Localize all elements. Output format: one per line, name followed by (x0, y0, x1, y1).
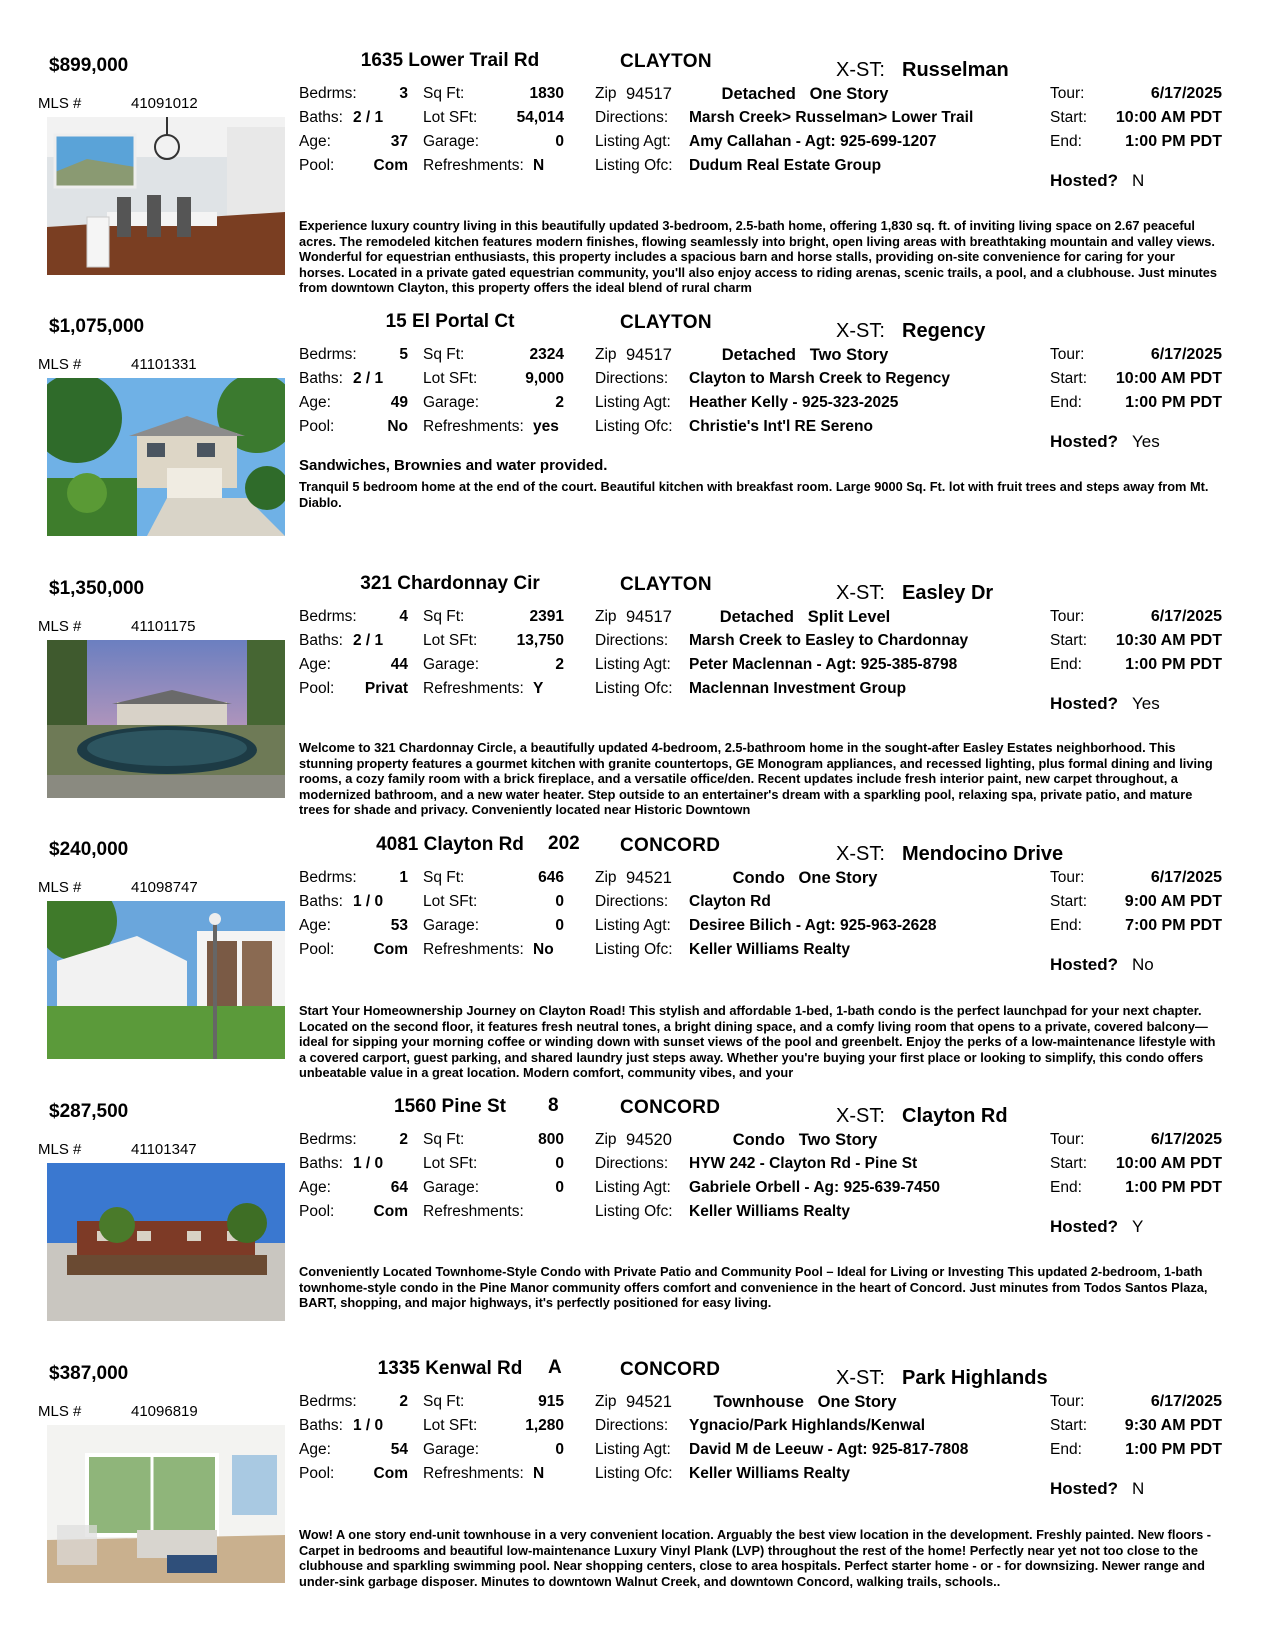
refreshments-value: N (533, 157, 545, 174)
garage-value: 0 (555, 1179, 564, 1196)
listing-address: 15 El Portal Ct (385, 311, 515, 332)
tour-label: Tour: (1050, 869, 1085, 886)
sqft-label: Sq Ft: (423, 1393, 465, 1410)
garage-label: Garage: (423, 1441, 480, 1458)
cross-street-value: Mendocino Drive (902, 843, 1064, 865)
start-label: Start: (1050, 109, 1088, 126)
start-label: Start: (1050, 632, 1088, 649)
pool-value: Com (373, 1203, 408, 1220)
end-time: 7:00 PM PDT (1125, 917, 1222, 934)
pool-value: No (387, 418, 408, 435)
baths-label: Baths: (299, 632, 343, 649)
refreshments-value: yes (533, 418, 559, 435)
listing-card (0, 1355, 1275, 1617)
refreshments-value: N (533, 1465, 545, 1482)
cross-street-label: X-ST: (836, 582, 885, 604)
cross-street-label: X-ST: (836, 59, 885, 81)
pool-value: Com (373, 1465, 408, 1482)
baths-value: 2 / 1 (353, 109, 384, 126)
listing-card (0, 47, 1275, 309)
sqft-value: 915 (538, 1393, 564, 1410)
cross-street-value: Park Highlands (902, 1367, 1048, 1389)
end-label: End: (1050, 656, 1082, 673)
garage-value: 0 (555, 133, 564, 150)
start-label: Start: (1050, 1417, 1088, 1434)
directions-value: Marsh Creek> Russelman> Lower Trail (689, 109, 974, 126)
bedrms-label: Bedrms: (299, 85, 357, 102)
pool-label: Pool: (299, 1465, 335, 1482)
property-photo-townhome-street (47, 1163, 285, 1321)
listing-agent-label: Listing Agt: (595, 917, 671, 934)
end-label: End: (1050, 1179, 1082, 1196)
pool-label: Pool: (299, 941, 335, 958)
listing-office-value: Christie's Int'l RE Sereno (689, 418, 873, 435)
end-time: 1:00 PM PDT (1125, 656, 1222, 673)
listing-city: CONCORD (620, 835, 721, 856)
listing-agent-value: Gabriele Orbell - Ag: 925-639-7450 (689, 1179, 940, 1196)
end-label: End: (1050, 133, 1082, 150)
listing-office-value: Keller Williams Realty (689, 1465, 850, 1482)
refreshments-label: Refreshments: (423, 1465, 524, 1482)
zip-value: 94517 (626, 608, 672, 626)
garage-value: 0 (555, 1441, 564, 1458)
listing-price: $287,500 (49, 1101, 129, 1122)
property-description: Start Your Homeownership Journey on Clayton Road! This stylish and affordable 1-bed, 1-bath condo is the perfect launchpad for your next chapter. Located on the second floor, it features fresh neutral tones, a bright dining space, and a comfy living room that opens to a private, covered balcony—ideal for sipping your morning coffee or winding down with sunset views of the pool and greenbelt. Enjoy the perks of a low-maintenance lifestyle with a covered carport, guest parking, and shared laundry just steps away. Whether you're buying your first place or looking to simplify, this condo offers unbeatable value in a great location. Modern comfort, community vibes, and your (299, 1003, 1216, 1081)
listing-address: 1635 Lower Trail Rd (360, 50, 540, 71)
listing-office-label: Listing Ofc: (595, 418, 673, 435)
refreshments-value: Y (533, 680, 544, 697)
hosted-value: No (1132, 955, 1154, 974)
directions-value: Ygnacio/Park Highlands/Kenwal (689, 1417, 926, 1434)
listing-unit: 8 (548, 1095, 559, 1116)
refreshments-label: Refreshments: (423, 941, 524, 958)
end-time: 1:00 PM PDT (1125, 394, 1222, 411)
start-label: Start: (1050, 1155, 1088, 1172)
listing-agent-label: Listing Agt: (595, 1179, 671, 1196)
tour-date: 6/17/2025 (1150, 1393, 1222, 1410)
zip-label: Zip (595, 869, 617, 886)
start-time: 10:00 AM PDT (1115, 370, 1222, 387)
directions-label: Directions: (595, 1417, 669, 1434)
start-time: 10:00 AM PDT (1115, 1155, 1222, 1172)
sqft-value: 1830 (529, 85, 564, 102)
baths-value: 2 / 1 (353, 370, 384, 387)
directions-label: Directions: (595, 370, 669, 387)
zip-value: 94521 (626, 1393, 672, 1411)
listing-agent-label: Listing Agt: (595, 133, 671, 150)
listing-price: $387,000 (49, 1363, 129, 1384)
hosted-label: Hosted? (1050, 1217, 1118, 1236)
end-time: 1:00 PM PDT (1125, 1441, 1222, 1458)
listing-office-label: Listing Ofc: (595, 680, 673, 697)
sqft-value: 2391 (529, 608, 564, 625)
bedrms-value: 1 (399, 869, 408, 886)
listing-city: CLAYTON (620, 574, 712, 595)
listing-agent-label: Listing Agt: (595, 1441, 671, 1458)
sqft-label: Sq Ft: (423, 869, 465, 886)
listing-city: CLAYTON (620, 312, 712, 333)
sqft-label: Sq Ft: (423, 1131, 465, 1148)
listing-card (0, 308, 1275, 570)
baths-label: Baths: (299, 1155, 343, 1172)
directions-label: Directions: (595, 109, 669, 126)
listing-agent-label: Listing Agt: (595, 656, 671, 673)
listing-agent-label: Listing Agt: (595, 394, 671, 411)
zip-value: 94517 (626, 346, 672, 364)
mls-label: MLS # (38, 1403, 82, 1420)
hosted-value: Yes (1132, 694, 1160, 713)
bedrms-label: Bedrms: (299, 608, 357, 625)
zip-value: 94521 (626, 869, 672, 887)
listing-price: $899,000 (49, 55, 129, 76)
listing-price: $1,350,000 (49, 578, 145, 599)
listing-office-value: Maclennan Investment Group (689, 680, 907, 697)
end-label: End: (1050, 1441, 1082, 1458)
garage-label: Garage: (423, 394, 480, 411)
listing-office-value: Keller Williams Realty (689, 1203, 850, 1220)
cross-street-label: X-ST: (836, 1105, 885, 1127)
bedrms-label: Bedrms: (299, 1393, 357, 1410)
pool-label: Pool: (299, 418, 335, 435)
sqft-label: Sq Ft: (423, 346, 465, 363)
hosted-label: Hosted? (1050, 171, 1118, 190)
lotsft-value: 9,000 (525, 370, 564, 387)
end-time: 1:00 PM PDT (1125, 133, 1222, 150)
garage-value: 2 (555, 656, 564, 673)
start-time: 9:00 AM PDT (1124, 893, 1222, 910)
hosted-label: Hosted? (1050, 694, 1118, 713)
age-label: Age: (299, 133, 331, 150)
property-photo-house-exterior (47, 378, 285, 536)
listing-office-label: Listing Ofc: (595, 941, 673, 958)
property-photo-dining-room (47, 117, 285, 275)
baths-label: Baths: (299, 1417, 343, 1434)
age-value: 54 (390, 1441, 408, 1458)
start-time: 9:30 AM PDT (1124, 1417, 1222, 1434)
refreshments-note: Sandwiches, Brownies and water provided. (299, 457, 608, 474)
start-time: 10:00 AM PDT (1115, 109, 1222, 126)
listing-agent-value: Desiree Bilich - Agt: 925-963-2628 (689, 917, 937, 934)
refreshments-label: Refreshments: (423, 157, 524, 174)
lotsft-label: Lot SFt: (423, 893, 478, 910)
mls-label: MLS # (38, 1141, 82, 1158)
age-value: 44 (390, 656, 408, 673)
directions-label: Directions: (595, 1155, 669, 1172)
sqft-value: 800 (538, 1131, 564, 1148)
tour-label: Tour: (1050, 1131, 1085, 1148)
listing-address: 1560 Pine St (394, 1096, 506, 1117)
property-description: Welcome to 321 Chardonnay Circle, a beautifully updated 4-bedroom, 2.5-bathroom home in the sought-after Easley Estates neighborhood. This stunning property features a gourmet kitchen with granite countertops, GE Monogram appliances, and recessed lighting, plus formal dining and living rooms, a cozy family room with a brick fireplace, and a versatile office/den. Recent updates include fresh interior paint, new carpet throughout, a modernized bathroom, and a new water heater. Step outside to an entertainer's dream with a sparkling pool, relaxing spa, private patio, and mature trees for shade and privacy. Conveniently located near Historic Downtown (299, 740, 1213, 818)
end-label: End: (1050, 394, 1082, 411)
sqft-value: 2324 (529, 346, 564, 363)
zip-label: Zip (595, 1393, 617, 1410)
listing-card (0, 831, 1275, 1093)
property-type: Detached One Story (721, 85, 889, 103)
lotsft-label: Lot SFt: (423, 109, 478, 126)
tour-date: 6/17/2025 (1150, 346, 1222, 363)
directions-value: Clayton Rd (689, 893, 771, 910)
listing-office-value: Keller Williams Realty (689, 941, 850, 958)
tour-label: Tour: (1050, 608, 1085, 625)
bedrms-value: 3 (399, 85, 408, 102)
refreshments-label: Refreshments: (423, 418, 524, 435)
lotsft-label: Lot SFt: (423, 370, 478, 387)
mls-label: MLS # (38, 356, 82, 373)
property-photo-condo-lawn (47, 901, 285, 1059)
end-label: End: (1050, 917, 1082, 934)
cross-street-value: Clayton Rd (902, 1105, 1008, 1127)
garage-label: Garage: (423, 133, 480, 150)
listing-price: $1,075,000 (49, 316, 145, 337)
garage-value: 0 (555, 917, 564, 934)
property-description: Conveniently Located Townhome-Style Condo with Private Patio and Community Pool – Ideal for Living or Investing This updated 2-bedroom, 1-bath townhome-style condo in the Pine Manor community offers comfort and convenience in the heart of Concord. Just minutes from Todos Santos Plaza, BART, shopping, and major highways, it's perfectly positioned for easy living. (299, 1264, 1208, 1311)
pool-value: Com (373, 941, 408, 958)
hosted-value: Y (1132, 1217, 1144, 1236)
refreshments-label: Refreshments: (423, 1203, 524, 1220)
mls-number: 41096819 (131, 1403, 198, 1420)
lotsft-label: Lot SFt: (423, 1417, 478, 1434)
property-description: Tranquil 5 bedroom home at the end of the court. Beautiful kitchen with breakfast room. Large 9000 Sq. Ft. lot with fruit trees and steps away from Mt. Diablo. (299, 479, 1209, 510)
listing-city: CONCORD (620, 1359, 721, 1380)
garage-value: 2 (555, 394, 564, 411)
directions-value: Clayton to Marsh Creek to Regency (689, 370, 950, 387)
listing-address: 1335 Kenwal Rd (377, 1358, 523, 1379)
bedrms-label: Bedrms: (299, 346, 357, 363)
baths-label: Baths: (299, 109, 343, 126)
age-value: 64 (390, 1179, 408, 1196)
listing-office-label: Listing Ofc: (595, 1465, 673, 1482)
start-label: Start: (1050, 370, 1088, 387)
refreshments-label: Refreshments: (423, 680, 524, 697)
age-label: Age: (299, 1179, 331, 1196)
zip-value: 94520 (626, 1131, 672, 1149)
sqft-label: Sq Ft: (423, 85, 465, 102)
pool-label: Pool: (299, 157, 335, 174)
age-value: 49 (390, 394, 408, 411)
zip-label: Zip (595, 1131, 617, 1148)
mls-label: MLS # (38, 618, 82, 635)
cross-street-value: Easley Dr (902, 582, 994, 604)
listing-agent-value: Peter Maclennan - Agt: 925-385-8798 (689, 656, 958, 673)
cross-street-label: X-ST: (836, 320, 885, 342)
pool-label: Pool: (299, 680, 335, 697)
age-value: 37 (390, 133, 408, 150)
cross-street-value: Regency (902, 320, 986, 342)
listing-office-label: Listing Ofc: (595, 1203, 673, 1220)
listing-address: 4081 Clayton Rd (376, 834, 524, 855)
baths-label: Baths: (299, 370, 343, 387)
start-label: Start: (1050, 893, 1088, 910)
bedrms-value: 4 (399, 608, 408, 625)
lotsft-value: 13,750 (516, 632, 564, 649)
age-label: Age: (299, 1441, 331, 1458)
listing-price: $240,000 (49, 839, 129, 860)
lotsft-value: 1,280 (525, 1417, 564, 1434)
zip-value: 94517 (626, 85, 672, 103)
tour-date: 6/17/2025 (1150, 85, 1222, 102)
listing-office-label: Listing Ofc: (595, 157, 673, 174)
hosted-value: Yes (1132, 432, 1160, 451)
cross-street-label: X-ST: (836, 843, 885, 865)
age-label: Age: (299, 917, 331, 934)
listing-card (0, 570, 1275, 832)
property-description: Wow! A one story end-unit townhouse in a very convenient location. Arguably the best view location in the development. Freshly painted. New floors - Carpet in bedrooms and beautiful low-maintenance Luxury Vinyl Plank (LVP) throughout the rest of the home! Perfectly near yet not too close to the clubhouse and sparkling swimming pool. Near shopping centers, close to area hospitals. Perfect starter home - or - for downsizing. Newer range and under-sink garbage disposer. Minutes to downtown Walnut Creek, and downtown Concord, walking trails, schools.. (299, 1527, 1212, 1589)
garage-label: Garage: (423, 917, 480, 934)
property-type: Detached Two Story (721, 346, 889, 364)
end-time: 1:00 PM PDT (1125, 1179, 1222, 1196)
listing-agent-value: Amy Callahan - Agt: 925-699-1207 (689, 133, 937, 150)
pool-value: Com (373, 157, 408, 174)
refreshments-value: No (533, 941, 554, 958)
zip-label: Zip (595, 608, 617, 625)
lotsft-label: Lot SFt: (423, 632, 478, 649)
listing-unit: 202 (548, 833, 580, 854)
cross-street-label: X-ST: (836, 1367, 885, 1389)
property-description: Experience luxury country living in this beautifully updated 3-bedroom, 2.5-bath home, offering 1,830 sq. ft. of inviting living space on 2.67 peaceful acres. The remodeled kitchen features modern finishes, flowing seamlessly into bright, open living areas with breathtaking mountain and valley views. Wonderful for equestrian enthusiasts, this property includes a spacious barn and horse stalls, providing on-site convenience for caring for your horses. Located in a private gated equestrian community, you'll also enjoy access to riding arenas, scenic trails, a pool, and a clubhouse. Just minutes from downtown Clayton, this property offers the ideal blend of rural charm (299, 218, 1218, 296)
tour-date: 6/17/2025 (1150, 608, 1222, 625)
bedrms-label: Bedrms: (299, 869, 357, 886)
tour-label: Tour: (1050, 346, 1085, 363)
listing-agent-value: David M de Leeuw - Agt: 925-817-7808 (689, 1441, 969, 1458)
listing-city: CONCORD (620, 1097, 721, 1118)
start-time: 10:30 AM PDT (1115, 632, 1222, 649)
mls-number: 41101331 (131, 356, 197, 373)
age-label: Age: (299, 394, 331, 411)
listing-city: CLAYTON (620, 51, 712, 72)
mls-label: MLS # (38, 95, 82, 112)
pool-label: Pool: (299, 1203, 335, 1220)
property-type: Detached Split Level (719, 608, 891, 626)
sqft-value: 646 (538, 869, 564, 886)
tour-label: Tour: (1050, 1393, 1085, 1410)
cross-street-value: Russelman (902, 59, 1009, 81)
property-type: Condo Two Story (732, 1131, 878, 1149)
age-label: Age: (299, 656, 331, 673)
bedrms-label: Bedrms: (299, 1131, 357, 1148)
property-type: Condo One Story (732, 869, 878, 887)
zip-label: Zip (595, 85, 617, 102)
property-type: Townhouse One Story (713, 1393, 897, 1411)
mls-number: 41098747 (131, 879, 198, 896)
tour-date: 6/17/2025 (1150, 869, 1222, 886)
hosted-label: Hosted? (1050, 432, 1118, 451)
tour-label: Tour: (1050, 85, 1085, 102)
garage-label: Garage: (423, 656, 480, 673)
directions-value: Marsh Creek to Easley to Chardonnay (689, 632, 969, 649)
garage-label: Garage: (423, 1179, 480, 1196)
bedrms-value: 5 (399, 346, 408, 363)
lotsft-value: 0 (555, 1155, 564, 1172)
lotsft-value: 54,014 (516, 109, 564, 126)
property-photo-pool-dusk (47, 640, 285, 798)
directions-value: HYW 242 - Clayton Rd - Pine St (689, 1155, 918, 1172)
hosted-value: N (1132, 1479, 1145, 1498)
baths-value: 1 / 0 (353, 1155, 384, 1172)
mls-number: 41101175 (131, 618, 196, 635)
baths-value: 1 / 0 (353, 893, 384, 910)
mls-label: MLS # (38, 879, 82, 896)
listing-unit: A (548, 1357, 562, 1378)
property-photo-living-room (47, 1425, 285, 1583)
sqft-label: Sq Ft: (423, 608, 465, 625)
baths-value: 1 / 0 (353, 1417, 384, 1434)
listing-agent-value: Heather Kelly - 925-323-2025 (689, 394, 899, 411)
directions-label: Directions: (595, 893, 669, 910)
listing-address: 321 Chardonnay Cir (360, 573, 540, 594)
hosted-label: Hosted? (1050, 955, 1118, 974)
bedrms-value: 2 (399, 1131, 408, 1148)
hosted-label: Hosted? (1050, 1479, 1118, 1498)
lotsft-label: Lot SFt: (423, 1155, 478, 1172)
baths-label: Baths: (299, 893, 343, 910)
mls-number: 41091012 (131, 95, 198, 112)
lotsft-value: 0 (555, 893, 564, 910)
directions-label: Directions: (595, 632, 669, 649)
listing-card (0, 1093, 1275, 1355)
hosted-value: N (1132, 171, 1145, 190)
tour-date: 6/17/2025 (1150, 1131, 1222, 1148)
listing-office-value: Dudum Real Estate Group (689, 157, 882, 174)
baths-value: 2 / 1 (353, 632, 384, 649)
mls-number: 41101347 (131, 1141, 197, 1158)
zip-label: Zip (595, 346, 617, 363)
age-value: 53 (390, 917, 408, 934)
pool-value: Privat (364, 680, 408, 697)
bedrms-value: 2 (399, 1393, 408, 1410)
